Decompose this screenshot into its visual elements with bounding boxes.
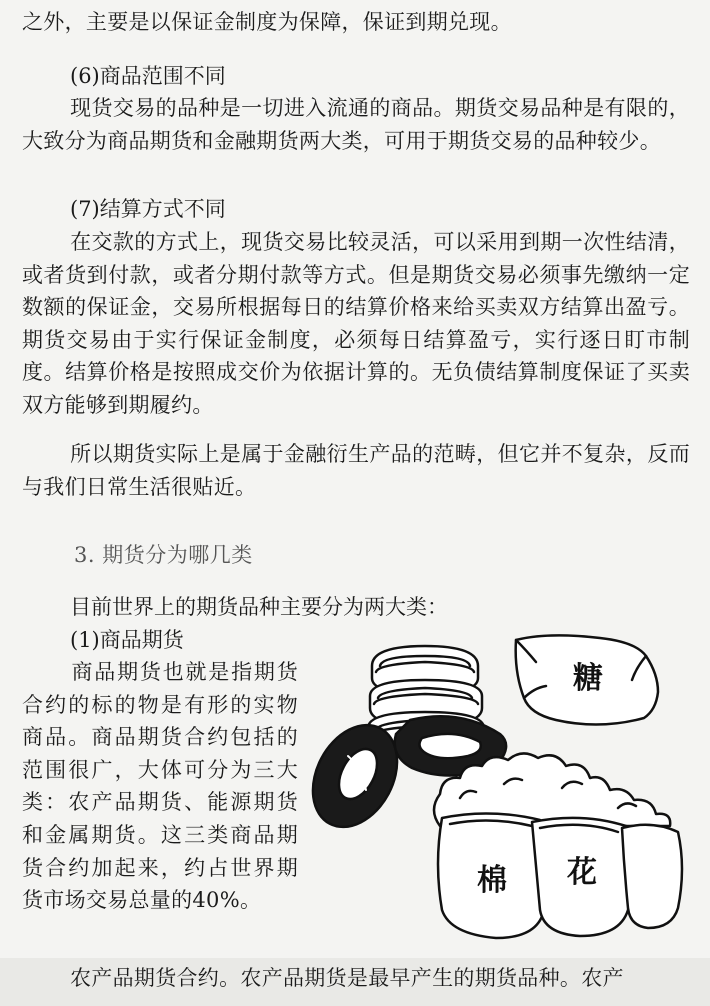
section-heading-3: 3. 期货分为哪几类 — [74, 543, 253, 567]
paragraph-7 — [22, 226, 690, 421]
paragraph-commodity-text: 商品期货也就是指期货合约的标的物是有形的实物商品。商品期货合约包括的范围很广，大体可分为三大类：农产品期货、能源期货和金属期货。这三类商品期货合约加起来，约占世界期货市场交易总量的40%。 — [22, 660, 298, 913]
cotton-label-2: 花 — [567, 855, 597, 890]
paragraph-commodity — [22, 656, 298, 917]
paragraph-7-text: 在交款的方式上，现货交易比较灵活，可以采用到期一次性结清，或者货到付款，或者分期付款等方式。但是期货交易必须事先缴纳一定数额的保证金，交易所根据每日的结算价格来给买卖双方结算出盈亏。期货交易由于实行保证金制度，必须每日结算盈亏，实行逐日盯市制度。结算价格是按照成交价为依据计算的。无负债结算制度保证了买卖双方能够到期履约。 — [22, 230, 690, 417]
cotton-label-1: 棉 — [477, 863, 507, 898]
paragraph-summary-text: 所以期货实际上是属于金融衍生产品的范畴，但它并不复杂，反而与我们日常生活很贴近。 — [22, 442, 690, 499]
paragraph-6-text: 现货交易的品种是一切进入流通的商品。期货交易品种是有限的，大致分为商品期货和金融期货两大类，可用于期货交易的品种较少。 — [22, 96, 690, 153]
commodity-illustration — [300, 628, 704, 958]
subheading-7: (7)结算方式不同 — [70, 197, 226, 221]
paragraph-bottom-text: 农产品期货合约。农产品期货是最早产生的期货品种。农产 — [70, 966, 624, 990]
cotton-sack-icon — [438, 813, 682, 938]
paragraph-summary — [22, 438, 690, 503]
paragraph-intro-end: 之外，主要是以保证金制度为保障，保证到期兑现。 — [22, 10, 512, 34]
paragraph-intro-3: 目前世界上的期货品种主要分为两大类： — [70, 595, 448, 619]
subheading-1: (1)商品期货 — [70, 628, 184, 652]
paragraph-6 — [22, 92, 690, 157]
sugar-label: 糖 — [573, 661, 603, 696]
paragraph-bottom — [22, 962, 690, 994]
subheading-6: (6)商品范围不同 — [70, 64, 226, 88]
